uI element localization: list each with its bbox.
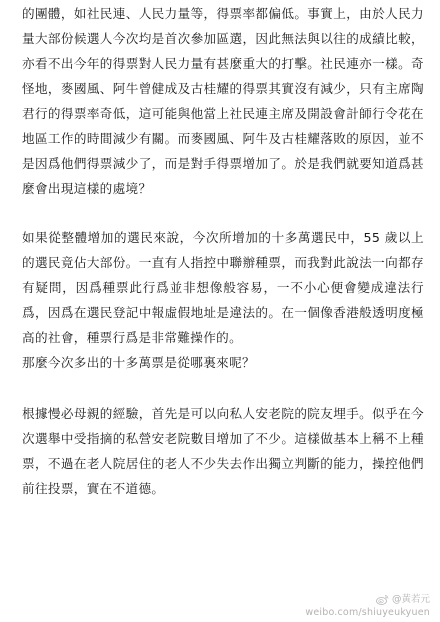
weibo-watermark — [305, 593, 430, 619]
watermark-url: weibo.com/shiuyeukyuen — [305, 607, 430, 618]
paragraph-1: 的團體，如社民連、人民力量等，得票率都偏低。事實上，由於人民力量大部份候選人今次均是首次參加區選，因此無法與以往的成績比較，亦看不出今年的得票對人民力量有甚麼重大的打擊。社民連亦一樣。奇怪地，麥國風、阿牛曾健成及古桂耀的得票其實沒有減少，只有主席陶君行的得票率奇低，這可能與他當上社民連主席及開設會計師行令花在地區工作的時間減少有關。而麥國風、阿牛及古桂耀落敗的原因，並不是因爲他們得票減少了，而是對手得票增加了。於是我們就要知道爲甚麼會出現這樣的處境？ — [22, 6, 424, 196]
watermark-handle: @黃若元 — [391, 594, 430, 605]
weibo-icon — [376, 594, 389, 605]
watermark-handle-row — [305, 593, 430, 606]
paragraph-2: 如果從整體增加的選民來說，今次所增加的十多萬選民中，55 歲以上的選民竟佔大部份。一直有人指控中聯辦種票，而我對此說法一向都存有疑問，因爲種票此行爲並非想像般容易，一不小心便會變成違法行爲，因爲在選民登記中報虛假地址是違法的。在一個像香港般透明度極高的社會，種票行爲是非常難操作的。 — [22, 230, 424, 345]
question-line: 那麼今次多出的十多萬票是從哪裏來呢？ — [22, 355, 255, 370]
paragraph-3: 根據慢必母親的經驗，首先是可以向私人安老院的院友埋手。似乎在今次選舉中受指摘的私營安老院數目增加了不少。這樣做基本上稱不上種票，不過在老人院居住的老人不少失去作出獨立判斷的能力，操控他們前往投票，實在不道德。 — [22, 406, 424, 496]
